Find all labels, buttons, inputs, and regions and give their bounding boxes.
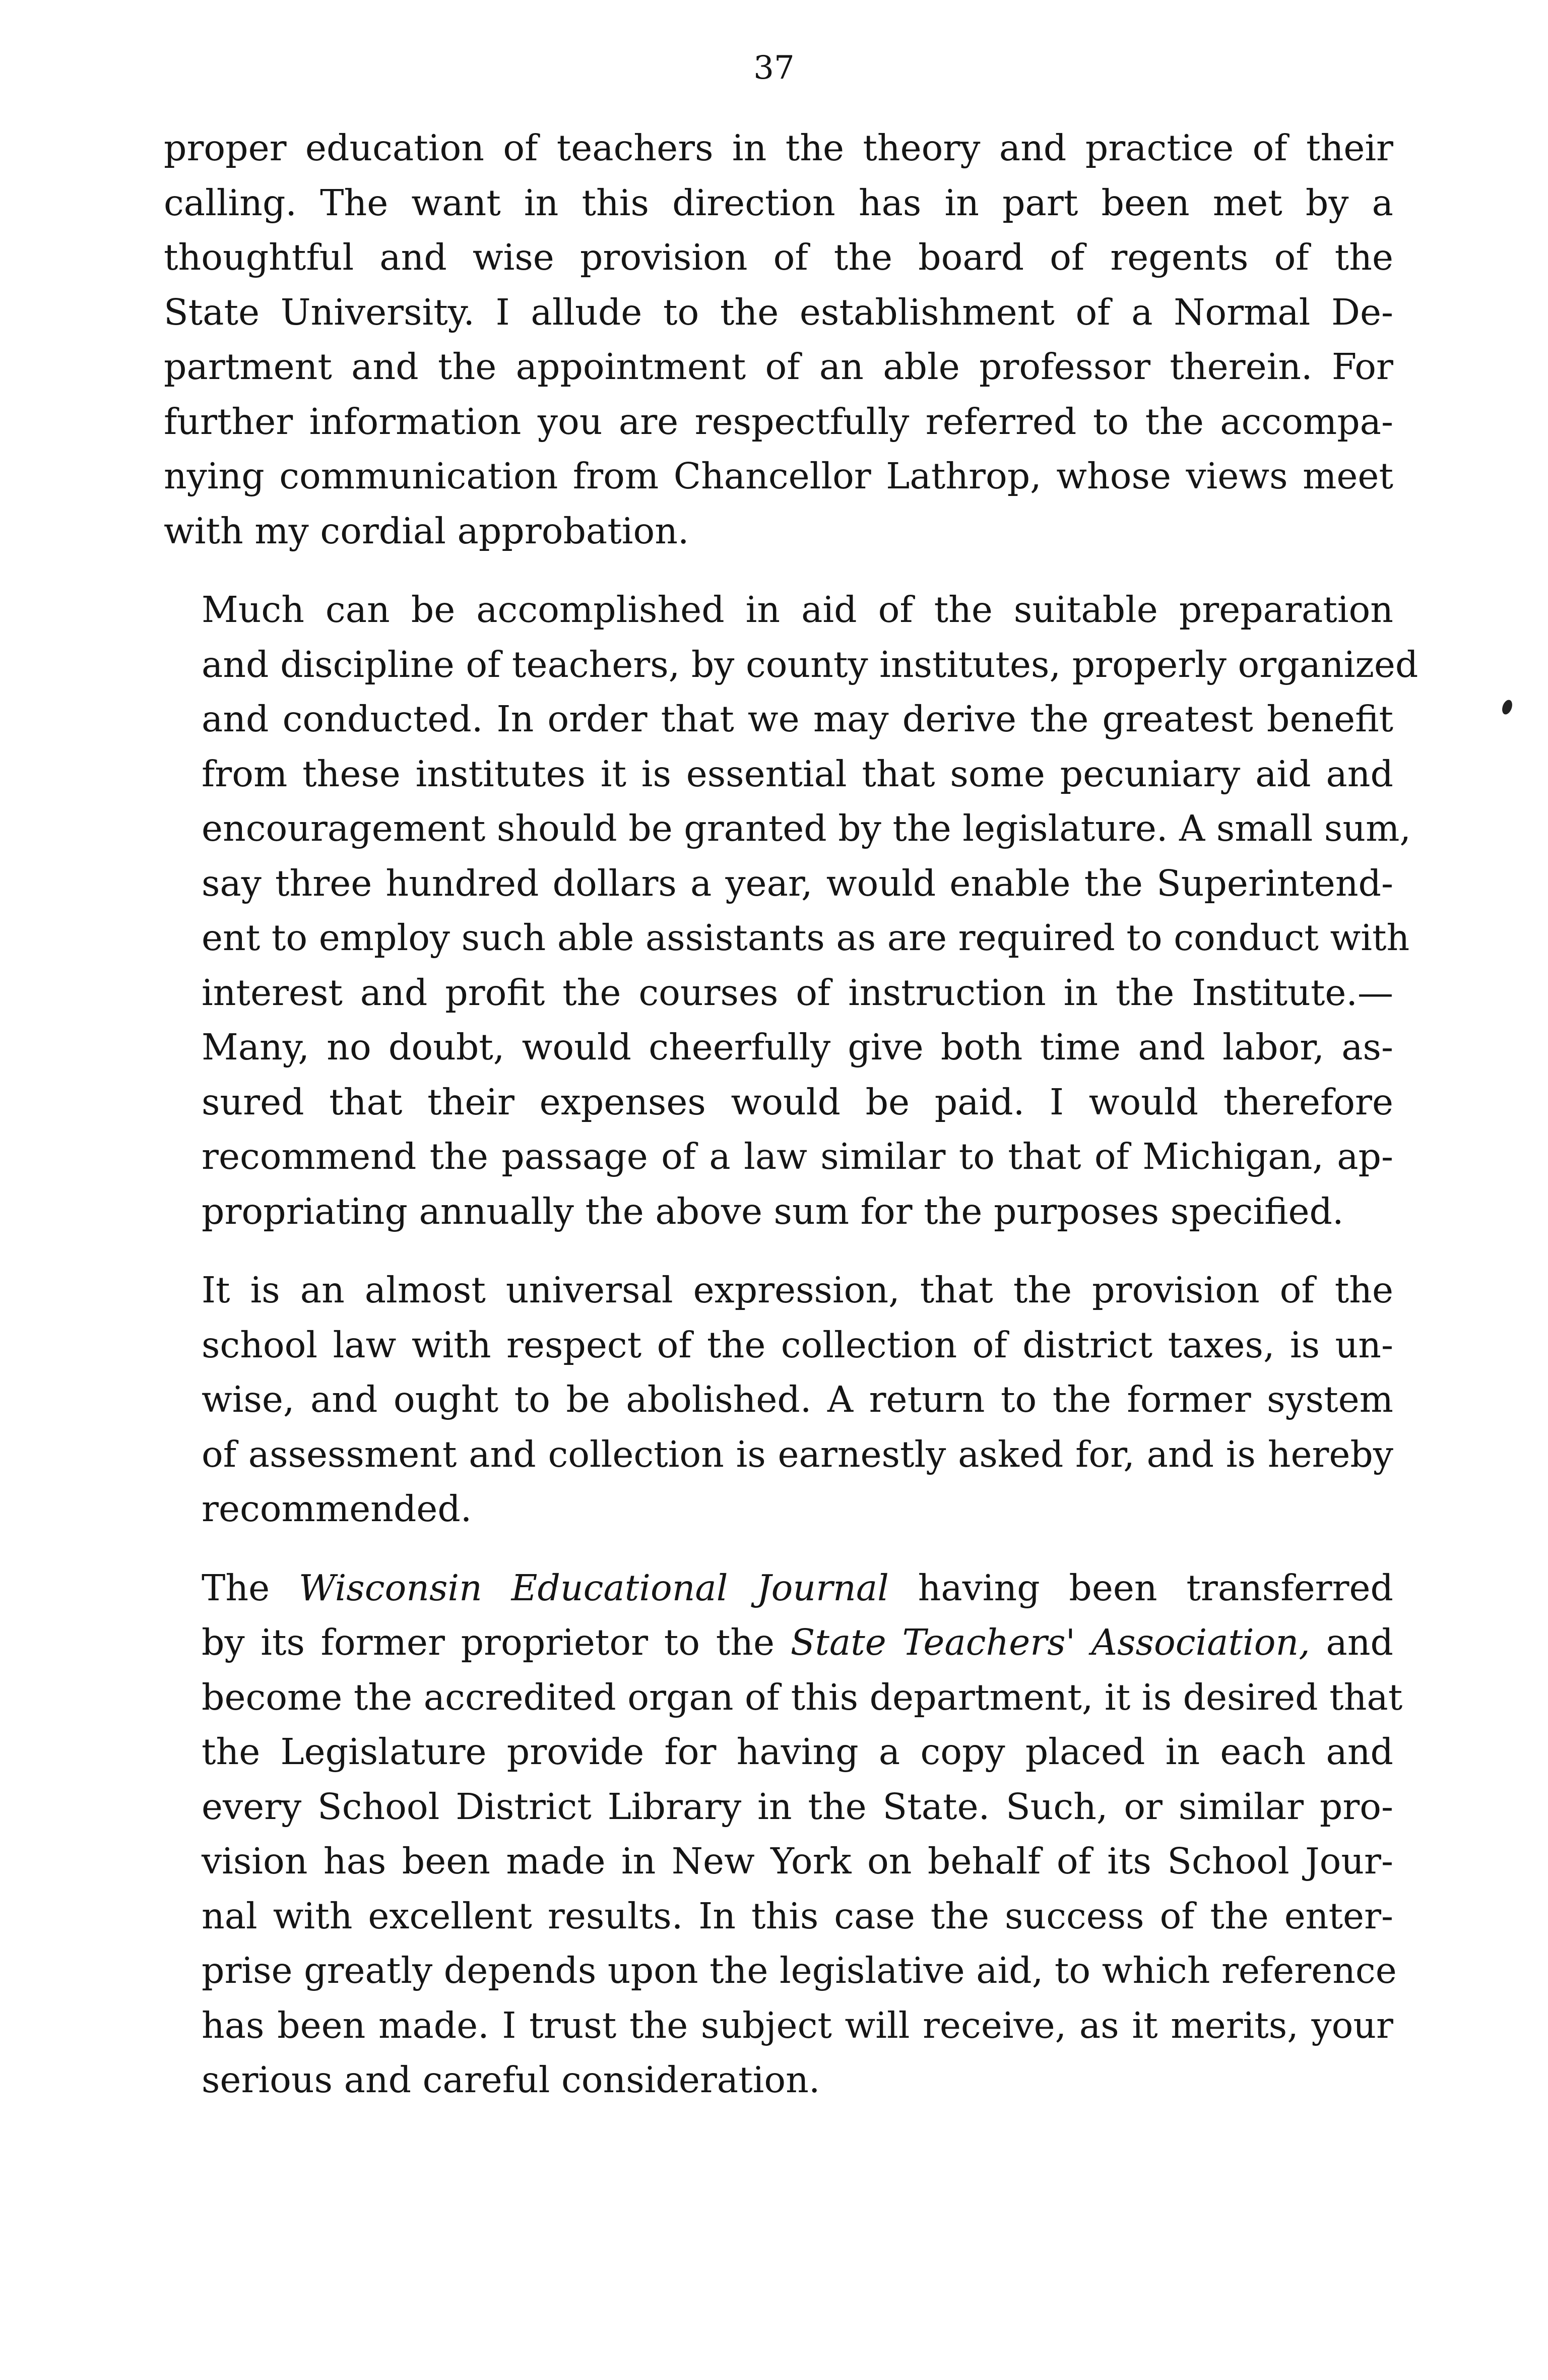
text-run: and	[1310, 1621, 1393, 1663]
text-line: with my cordial approbation.	[164, 510, 689, 552]
text-run: having been transferred	[888, 1567, 1394, 1609]
association-name: State Teachers' Association,	[790, 1621, 1310, 1663]
text-line	[164, 1561, 1393, 1616]
text-line: from these institutes it is essential that some pecuniary aid and	[202, 753, 1393, 795]
paragraph-educational-journal	[164, 1561, 1403, 2108]
text-line: State University. I allude to the establishment of a Normal De-	[164, 291, 1393, 333]
text-line: recommend the passage of a law similar to that of Michigan, ap-	[202, 1136, 1393, 1177]
text-line: wise, and ought to be abolished. A return to the former system	[202, 1379, 1393, 1420]
text-line: say three hundred dollars a year, would enable the Superintend-	[202, 862, 1393, 904]
text-line: vision has been made in New York on behalf of its School Jour-	[202, 1840, 1393, 1882]
text-line: further information you are respectfully referred to the accompa-	[164, 400, 1393, 443]
text-line: Many, no doubt, would cheerfully give both time and labor, as-	[202, 1026, 1393, 1068]
paragraph-district-taxes	[164, 1263, 1393, 1537]
page-number: 37	[753, 49, 795, 87]
text-line: sured that their expenses would be paid. I would therefore	[202, 1081, 1393, 1123]
text-line: propriating annually the above sum for the purposes specified.	[202, 1190, 1344, 1232]
text-line: calling. The want in this direction has in part been met by a	[164, 181, 1393, 224]
text-line: partment and the appointment of an able professor therein. For	[164, 346, 1393, 388]
text-line: recommended.	[202, 1488, 472, 1530]
paragraph-teacher-education	[164, 121, 1393, 558]
text-line: every School District Library in the State. Such, or similar pro-	[202, 1785, 1393, 1828]
paragraph-county-institutes	[164, 583, 1418, 1239]
ink-speck	[1500, 699, 1514, 716]
journal-title: Wisconsin Educational Journal	[298, 1567, 889, 1609]
text-line	[164, 1615, 1393, 1670]
text-line: encouragement should be granted by the legislature. A small sum,	[202, 807, 1411, 849]
text-line: prise greatly depends upon the legislative aid, to which reference	[202, 1950, 1397, 1991]
text-run: by its former proprietor to the	[202, 1621, 791, 1663]
text-line: school law with respect of the collection of district taxes, is un-	[202, 1324, 1393, 1366]
text-line: the Legislature provide for having a copy placed in each and	[202, 1731, 1393, 1773]
text-line: nal with excellent results. In this case the success of the enter-	[202, 1895, 1393, 1937]
text-line: and discipline of teachers, by county institutes, properly organized	[202, 643, 1418, 685]
text-line: of assessment and collection is earnestly asked for, and is hereby	[202, 1433, 1393, 1475]
text-line: has been made. I trust the subject will receive, as it merits, your	[202, 2004, 1393, 2046]
text-line: Much can be accomplished in aid of the suitable preparation	[202, 589, 1393, 631]
text-line: nying communication from Chancellor Lathrop, whose views meet	[164, 455, 1393, 497]
text-line: become the accredited organ of this department, it is desired that	[202, 1676, 1403, 1718]
text-line: serious and careful consideration.	[202, 2059, 820, 2101]
text-run: The	[202, 1567, 299, 1609]
body-text	[164, 121, 1418, 2132]
text-line: proper education of teachers in the theory and practice of their	[164, 127, 1393, 169]
text-line: ent to employ such able assistants as are required to conduct with	[202, 917, 1410, 959]
text-line: and conducted. In order that we may derive the greatest benefit	[202, 698, 1393, 740]
text-line: thoughtful and wise provision of the board of regents of the	[164, 236, 1393, 278]
text-line: It is an almost universal expression, that the provision of the	[202, 1269, 1393, 1311]
text-line: interest and profit the courses of instruction in the Institute.—	[202, 971, 1393, 1014]
